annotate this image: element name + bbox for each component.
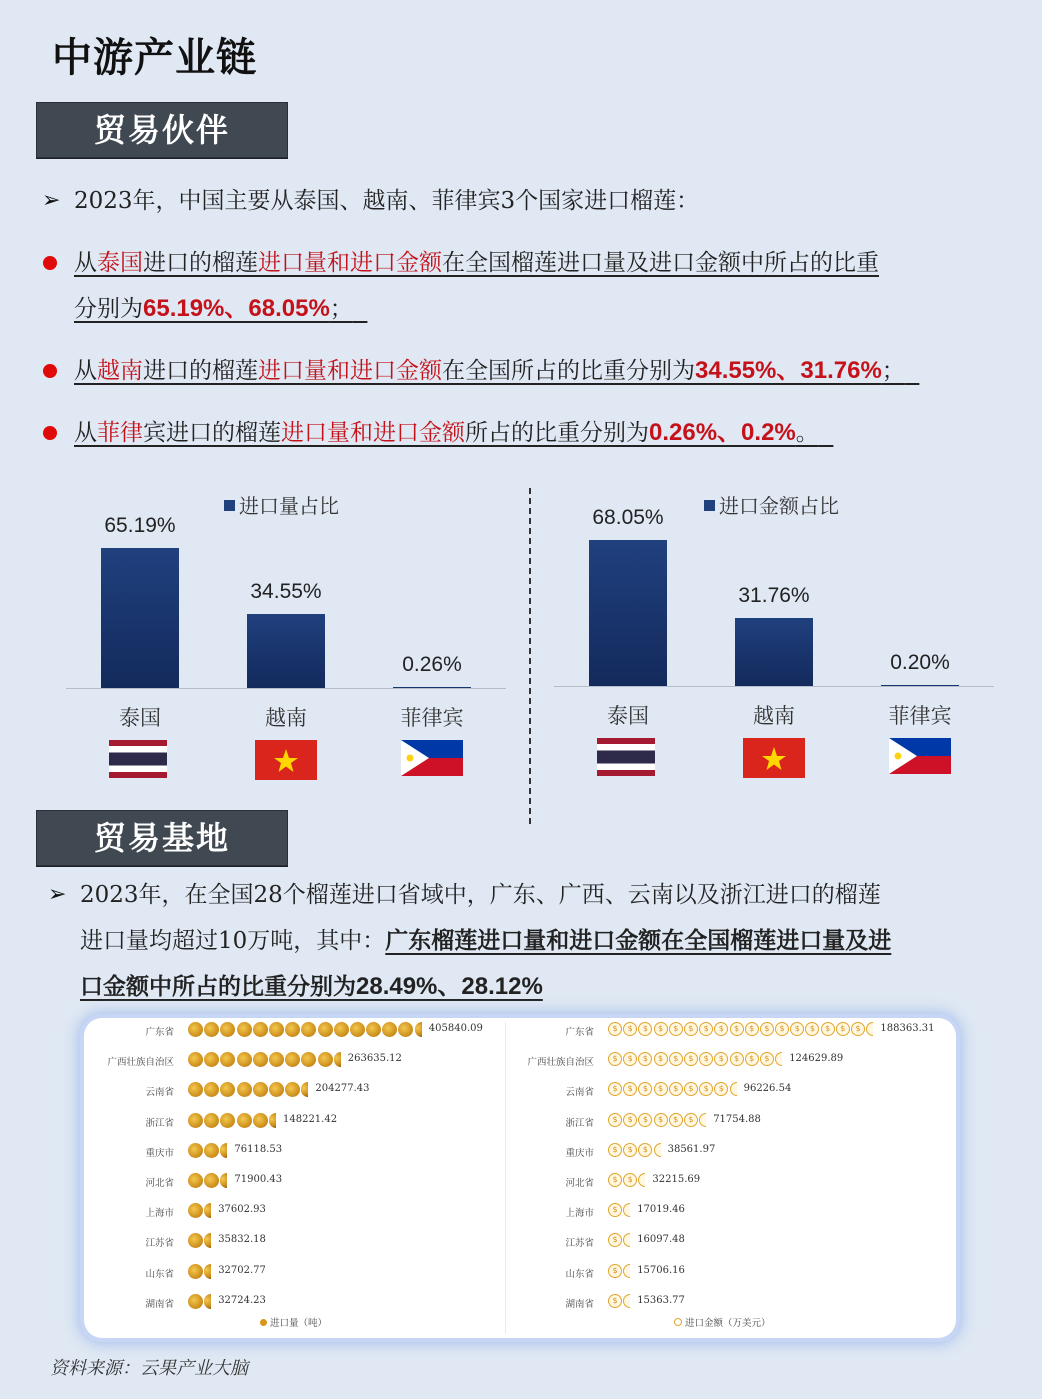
durian-icon bbox=[188, 1173, 203, 1188]
pictogram-row bbox=[188, 1203, 212, 1219]
percent-highlight: 34.55%、31.76% bbox=[695, 357, 882, 384]
coin-icon: $ bbox=[623, 1143, 637, 1157]
province-value: 76118.53 bbox=[234, 1143, 283, 1155]
red-dot-icon bbox=[43, 364, 57, 378]
source-note: 资料来源：云果产业大脑 bbox=[50, 1358, 248, 1379]
bar-value-label: 65.19% bbox=[104, 514, 176, 538]
province-label: 江苏省 bbox=[145, 1238, 174, 1250]
coin-icon: $ bbox=[608, 1022, 622, 1036]
durian-icon bbox=[204, 1052, 219, 1067]
coin-icon: $ bbox=[654, 1022, 668, 1036]
pictogram-row bbox=[188, 1173, 229, 1189]
coin-icon: $ bbox=[730, 1022, 744, 1036]
guangdong-highlight: 广东榴莲进口量和进口金额在全国榴莲进口量及进 bbox=[385, 927, 892, 954]
coin-icon: $ bbox=[608, 1143, 622, 1157]
durian-icon bbox=[220, 1022, 235, 1037]
durian-icon bbox=[188, 1294, 203, 1309]
flag-icon-越南 bbox=[743, 738, 805, 778]
durian-icon bbox=[253, 1022, 268, 1037]
coin-icon: $ bbox=[608, 1264, 622, 1278]
pictogram-row bbox=[608, 1143, 662, 1159]
bullet-end: ； bbox=[329, 296, 353, 322]
coin-icon: $ bbox=[654, 1082, 668, 1096]
province-label: 河北省 bbox=[145, 1178, 174, 1189]
coin-icon bbox=[623, 1264, 630, 1278]
bullet-text: 在全国榴莲进口量及进口金额中所占的比重 bbox=[442, 250, 879, 276]
coin-icon: $ bbox=[623, 1052, 637, 1066]
category-label: 越南 bbox=[265, 706, 307, 730]
country-highlight: 越南 bbox=[97, 358, 143, 384]
coin-icon bbox=[623, 1294, 630, 1308]
durian-icon bbox=[237, 1052, 252, 1067]
coin-icon: $ bbox=[699, 1052, 713, 1066]
category-label: 越南 bbox=[753, 704, 795, 728]
durian-icon bbox=[204, 1203, 211, 1218]
bar-value-label: 0.20% bbox=[890, 651, 950, 674]
province-value: 263635.12 bbox=[347, 1053, 402, 1065]
coin-icon: $ bbox=[836, 1022, 850, 1036]
coin-icon: $ bbox=[654, 1052, 668, 1066]
bar-value-label: 68.05% bbox=[592, 506, 664, 530]
bar-泰国 bbox=[101, 548, 179, 688]
coin-icon: $ bbox=[745, 1022, 759, 1036]
province-value: 148221.42 bbox=[283, 1113, 338, 1125]
province-value: 38561.97 bbox=[667, 1143, 716, 1155]
province-label: 上海市 bbox=[565, 1208, 594, 1220]
bar-菲律宾 bbox=[393, 687, 471, 688]
chart-legend bbox=[224, 490, 339, 519]
bar-越南 bbox=[735, 618, 813, 686]
coin-icon: $ bbox=[684, 1022, 698, 1036]
province-value: 405840.09 bbox=[428, 1023, 483, 1034]
coin-icon: $ bbox=[608, 1173, 622, 1187]
guangdong-percent: 28.49%、28.12% bbox=[356, 973, 543, 1000]
province-value: 32215.69 bbox=[652, 1174, 701, 1185]
province-value: 15363.77 bbox=[637, 1294, 685, 1306]
province-label: 广西壮族自治区 bbox=[527, 1057, 594, 1069]
legend-label: 进口金额占比 bbox=[719, 494, 839, 518]
durian-icon bbox=[285, 1082, 300, 1097]
durian-icon bbox=[253, 1052, 268, 1067]
bullet-text: 进口的榴莲 bbox=[143, 358, 258, 384]
bullet-text: 进口的榴莲 bbox=[143, 250, 258, 276]
chart-divider bbox=[529, 488, 531, 824]
coin-icon bbox=[638, 1173, 645, 1187]
province-label: 浙江省 bbox=[565, 1117, 594, 1129]
flag-icon-泰国 bbox=[109, 740, 171, 780]
province-value: 32724.23 bbox=[218, 1294, 266, 1306]
pictogram-row bbox=[608, 1173, 647, 1189]
bullet-text: 所占的比重分别为 bbox=[465, 420, 649, 446]
bullet-text: 从 bbox=[74, 358, 97, 384]
durian-icon bbox=[350, 1022, 365, 1037]
durian-icon bbox=[269, 1082, 284, 1097]
durian-icon bbox=[253, 1082, 268, 1097]
coin-icon: $ bbox=[654, 1113, 668, 1127]
province-label: 上海市 bbox=[145, 1208, 174, 1220]
durian-icon bbox=[366, 1022, 381, 1037]
province-value: 96226.54 bbox=[743, 1083, 792, 1095]
province-label: 重庆市 bbox=[145, 1147, 174, 1159]
coin-icon: $ bbox=[684, 1052, 698, 1066]
province-label: 江苏省 bbox=[565, 1238, 594, 1250]
province-label: 湖南省 bbox=[565, 1298, 594, 1310]
province-infographic-panel bbox=[84, 1018, 956, 1338]
coin-icon: $ bbox=[608, 1294, 622, 1308]
pictogram-row bbox=[188, 1082, 310, 1098]
province-label: 广东省 bbox=[145, 1027, 174, 1038]
amount-axis-label: 进口金额（万美元） bbox=[685, 1318, 771, 1329]
durian-icon bbox=[318, 1052, 333, 1067]
coin-icon bbox=[623, 1233, 630, 1247]
coin-icon: $ bbox=[851, 1022, 865, 1036]
flag-icon-越南 bbox=[255, 740, 317, 780]
intro-text bbox=[74, 178, 699, 224]
pictogram-row bbox=[188, 1022, 423, 1038]
province-label: 重庆市 bbox=[565, 1147, 594, 1159]
coin-icon: $ bbox=[684, 1113, 698, 1127]
durian-icon bbox=[188, 1143, 203, 1158]
durian-small-icon bbox=[260, 1319, 267, 1326]
coin-icon: $ bbox=[760, 1052, 774, 1066]
durian-icon bbox=[269, 1052, 284, 1067]
coin-icon: $ bbox=[608, 1052, 622, 1066]
province-value: 188363.31 bbox=[880, 1023, 935, 1034]
province-label: 广西壮族自治区 bbox=[107, 1057, 174, 1069]
coin-icon: $ bbox=[760, 1022, 774, 1036]
intro-content: 2023年，中国主要从泰国、越南、菲律宾3个国家进口榴莲： bbox=[74, 188, 700, 214]
durian-icon bbox=[334, 1052, 341, 1067]
durian-icon bbox=[301, 1052, 316, 1067]
category-label: 菲律宾 bbox=[400, 706, 464, 730]
pictogram-row bbox=[188, 1264, 212, 1280]
text-line: 2023年，在全国28个榴莲进口省域中，广东、广西、云南以及浙江进口的榴莲 bbox=[80, 882, 881, 908]
section-tab-trade-base: 贸易基地 bbox=[36, 810, 288, 866]
durian-icon bbox=[188, 1233, 203, 1248]
durian-icon bbox=[188, 1113, 203, 1128]
province-label: 云南省 bbox=[565, 1087, 594, 1099]
durian-icon bbox=[204, 1294, 211, 1309]
coin-icon: $ bbox=[714, 1082, 728, 1096]
province-value: 124629.89 bbox=[789, 1053, 844, 1065]
durian-icon bbox=[398, 1022, 413, 1037]
durian-icon bbox=[301, 1082, 308, 1097]
coin-icon: $ bbox=[790, 1022, 804, 1036]
durian-icon bbox=[237, 1113, 252, 1128]
chart-baseline bbox=[66, 688, 506, 689]
durian-icon bbox=[188, 1082, 203, 1097]
coin-icon: $ bbox=[745, 1052, 759, 1066]
bar-value-label: 34.55% bbox=[250, 579, 322, 603]
durian-icon bbox=[237, 1082, 252, 1097]
coin-icon: $ bbox=[669, 1082, 683, 1096]
coin-icon bbox=[775, 1052, 782, 1066]
bar-菲律宾 bbox=[881, 685, 959, 686]
bullet-vietnam bbox=[74, 348, 919, 394]
coin-icon: $ bbox=[669, 1052, 683, 1066]
coin-icon: $ bbox=[638, 1143, 652, 1157]
bullet-text: 从 bbox=[74, 420, 97, 446]
coin-icon bbox=[699, 1113, 706, 1127]
province-label: 山东省 bbox=[145, 1268, 174, 1280]
trade-base-text bbox=[80, 872, 1010, 1010]
percent-highlight: 0.26%、0.2% bbox=[649, 419, 796, 446]
coin-icon: $ bbox=[699, 1082, 713, 1096]
red-dot-icon bbox=[43, 256, 57, 270]
pictogram-row bbox=[608, 1264, 631, 1280]
bullet-thailand bbox=[74, 240, 1004, 332]
durian-icon bbox=[269, 1113, 276, 1128]
coin-icon: $ bbox=[669, 1113, 683, 1127]
chart-import-amount-share bbox=[554, 488, 994, 788]
coin-icon: $ bbox=[608, 1233, 622, 1247]
coin-icon bbox=[654, 1143, 661, 1157]
durian-icon bbox=[301, 1022, 316, 1037]
axis-note-volume bbox=[260, 1315, 327, 1329]
coin-icon: $ bbox=[699, 1022, 713, 1036]
category-label: 泰国 bbox=[119, 706, 161, 730]
durian-icon bbox=[220, 1052, 235, 1067]
province-value: 17019.46 bbox=[637, 1204, 685, 1216]
durian-icon bbox=[188, 1022, 203, 1037]
coin-icon: $ bbox=[623, 1113, 637, 1127]
percent-highlight: 65.19%、68.05% bbox=[143, 295, 330, 322]
province-value: 15706.16 bbox=[637, 1264, 685, 1276]
coin-icon: $ bbox=[684, 1082, 698, 1096]
durian-icon bbox=[285, 1052, 300, 1067]
province-value: 16097.48 bbox=[637, 1234, 685, 1246]
arrow-bullet-icon: ➢ bbox=[48, 882, 67, 907]
arrow-bullet-icon: ➢ bbox=[42, 188, 61, 213]
metric-highlight: 进口量和进口金额 bbox=[258, 358, 442, 384]
durian-icon bbox=[220, 1143, 227, 1158]
durian-icon bbox=[220, 1113, 235, 1128]
bullet-philippines bbox=[74, 410, 833, 456]
guangdong-highlight: 口金额中所占的比重分别为 bbox=[80, 973, 356, 1000]
coin-icon bbox=[623, 1203, 630, 1217]
bullet-text: 宾进口的榴莲 bbox=[143, 420, 281, 446]
province-label: 云南省 bbox=[145, 1087, 174, 1099]
text-line: 进口量均超过10万吨，其中： bbox=[80, 928, 386, 954]
country-highlight: 菲律 bbox=[97, 420, 143, 446]
province-label: 广东省 bbox=[565, 1027, 594, 1038]
durian-icon bbox=[204, 1022, 219, 1037]
durian-icon bbox=[204, 1143, 219, 1158]
pictogram-row bbox=[608, 1113, 707, 1129]
flag-icon-菲律宾 bbox=[401, 740, 463, 780]
coin-icon: $ bbox=[623, 1082, 637, 1096]
durian-icon bbox=[334, 1022, 349, 1037]
pictogram-row bbox=[608, 1052, 783, 1068]
bar-value-label: 0.26% bbox=[402, 653, 462, 676]
durian-icon bbox=[253, 1113, 268, 1128]
province-value: 71754.88 bbox=[713, 1113, 761, 1125]
pictogram-row bbox=[608, 1203, 631, 1219]
coin-icon: $ bbox=[638, 1052, 652, 1066]
province-label: 山东省 bbox=[565, 1268, 594, 1280]
coin-icon: $ bbox=[730, 1052, 744, 1066]
durian-icon bbox=[204, 1082, 219, 1097]
bullet-text: 在全国所占的比重分别为 bbox=[442, 358, 695, 384]
bullet-end: ； bbox=[881, 358, 905, 384]
coin-icon: $ bbox=[638, 1113, 652, 1127]
province-label: 湖南省 bbox=[145, 1298, 174, 1310]
metric-highlight: 进口量和进口金额 bbox=[258, 250, 442, 276]
pictogram-row bbox=[608, 1233, 631, 1249]
metric-highlight: 进口量和进口金额 bbox=[281, 420, 465, 446]
durian-icon bbox=[188, 1264, 203, 1279]
volume-axis-label: 进口量（吨） bbox=[270, 1318, 328, 1329]
chart-import-volume-share bbox=[66, 488, 506, 788]
coin-icon: $ bbox=[623, 1173, 637, 1187]
coin-icon: $ bbox=[608, 1203, 622, 1217]
pictogram-row bbox=[188, 1113, 277, 1129]
category-label: 泰国 bbox=[607, 704, 649, 728]
category-label: 菲律宾 bbox=[888, 704, 952, 728]
coin-icon: $ bbox=[638, 1022, 652, 1036]
country-highlight: 泰国 bbox=[97, 250, 143, 276]
legend-swatch bbox=[704, 500, 715, 511]
coin-icon: $ bbox=[608, 1082, 622, 1096]
durian-icon bbox=[204, 1233, 211, 1248]
coin-icon: $ bbox=[669, 1022, 683, 1036]
durian-icon bbox=[188, 1052, 203, 1067]
red-dot-icon bbox=[43, 426, 57, 440]
legend-label: 进口量占比 bbox=[239, 494, 339, 518]
coin-icon: $ bbox=[821, 1022, 835, 1036]
coin-small-icon bbox=[674, 1318, 682, 1326]
panel-divider bbox=[505, 1022, 506, 1334]
legend-swatch bbox=[224, 500, 235, 511]
pictogram-row bbox=[608, 1294, 631, 1310]
durian-icon bbox=[204, 1173, 219, 1188]
durian-icon bbox=[204, 1264, 211, 1279]
coin-icon: $ bbox=[775, 1022, 789, 1036]
durian-icon bbox=[382, 1022, 397, 1037]
axis-note-amount bbox=[674, 1315, 771, 1329]
bullet-text: 从 bbox=[74, 250, 97, 276]
pictogram-row bbox=[608, 1082, 738, 1098]
coin-icon bbox=[866, 1022, 873, 1036]
chart-legend bbox=[704, 490, 839, 519]
durian-icon bbox=[220, 1173, 227, 1188]
province-label: 河北省 bbox=[565, 1178, 594, 1189]
durian-icon bbox=[318, 1022, 333, 1037]
durian-icon bbox=[204, 1113, 219, 1128]
bar-泰国 bbox=[589, 540, 667, 686]
bullet-text: 分别为 bbox=[74, 296, 143, 322]
durian-icon bbox=[237, 1022, 252, 1037]
pictogram-row bbox=[608, 1022, 874, 1038]
flag-icon-泰国 bbox=[597, 738, 659, 778]
durian-icon bbox=[415, 1022, 422, 1037]
chart-baseline bbox=[554, 686, 994, 687]
coin-icon: $ bbox=[714, 1052, 728, 1066]
coin-icon: $ bbox=[714, 1022, 728, 1036]
section-tab-trade-partners: 贸易伙伴 bbox=[36, 102, 288, 158]
province-label: 浙江省 bbox=[145, 1117, 174, 1129]
province-value: 71900.43 bbox=[234, 1174, 283, 1185]
province-value: 35832.18 bbox=[218, 1234, 266, 1246]
bar-value-label: 31.76% bbox=[738, 583, 810, 607]
page-title: 中游产业链 bbox=[52, 35, 257, 81]
durian-icon bbox=[269, 1022, 284, 1037]
province-value: 204277.43 bbox=[315, 1083, 370, 1095]
pictogram-row bbox=[188, 1294, 212, 1310]
coin-icon: $ bbox=[608, 1113, 622, 1127]
flag-icon-菲律宾 bbox=[889, 738, 951, 778]
pictogram-row bbox=[188, 1233, 212, 1249]
durian-icon bbox=[188, 1203, 203, 1218]
bar-越南 bbox=[247, 614, 325, 688]
durian-icon bbox=[285, 1022, 300, 1037]
coin-icon bbox=[730, 1082, 737, 1096]
coin-icon: $ bbox=[623, 1022, 637, 1036]
coin-icon: $ bbox=[805, 1022, 819, 1036]
pictogram-row bbox=[188, 1052, 342, 1068]
coin-icon: $ bbox=[638, 1082, 652, 1096]
bullet-end: 。 bbox=[795, 420, 819, 446]
province-value: 32702.77 bbox=[218, 1264, 266, 1276]
province-value: 37602.93 bbox=[218, 1204, 266, 1216]
durian-icon bbox=[220, 1082, 235, 1097]
pictogram-row bbox=[188, 1143, 229, 1159]
